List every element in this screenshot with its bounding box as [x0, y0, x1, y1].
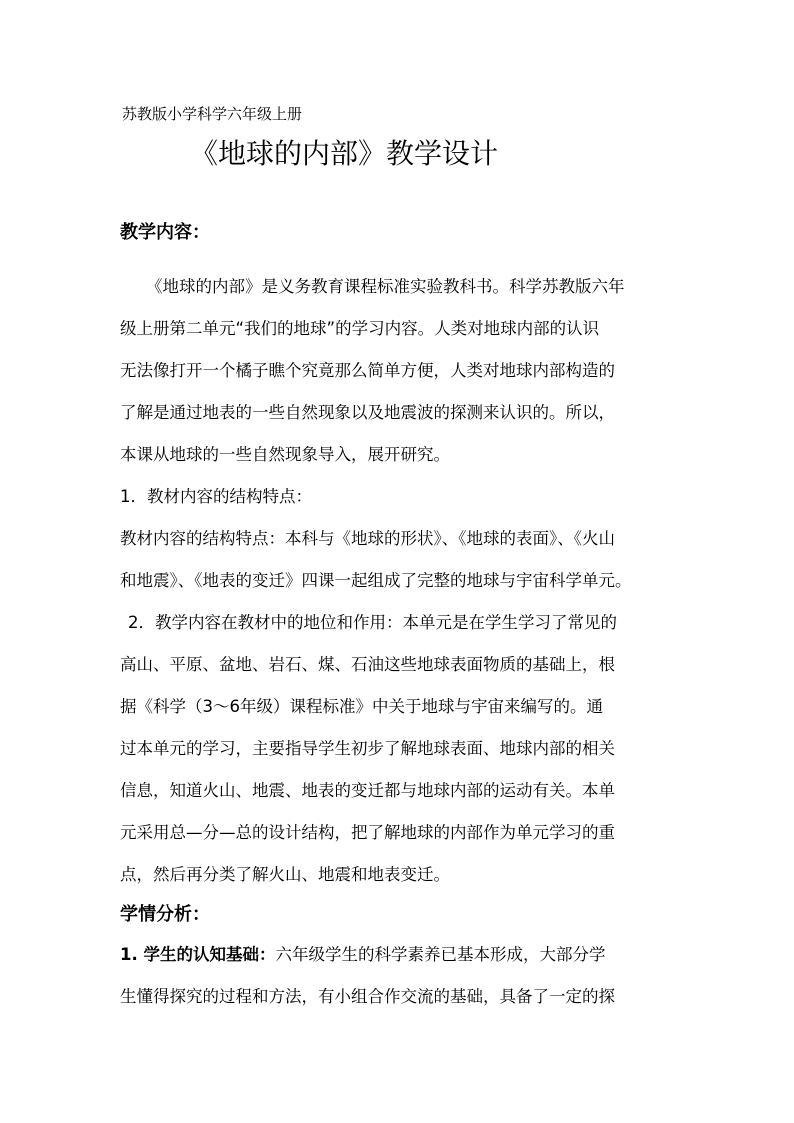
paragraph-line: 级上册第二单元“我们的地球”的学习内容。人类对地球内部的认识	[120, 319, 600, 338]
paragraph-line: 元采用总—分—总的设计结构，把了解地球的内部作为单元学习的重	[120, 823, 615, 842]
paragraph-line: 信息，知道火山、地震、地表的变迁都与地球内部的运动有关。本单	[120, 781, 615, 800]
section-heading-analysis: 学情分析：	[120, 904, 210, 925]
paragraph-line: 教材内容的结构特点：本科与《地球的形状》、《地球的表面》、《火山	[120, 529, 615, 548]
paragraph-line: 和地震》、《地表的变迁》四课一起组成了完整的地球与宇宙科学单元。	[120, 571, 632, 590]
paragraph-line: 生懂得探究的过程和方法，有小组合作交流的基础，具备了一定的探	[120, 987, 615, 1006]
list-item-label: 1. 学生的认知基础：	[120, 945, 276, 964]
paragraph-line: 本课从地球的一些自然现象导入，展开研究。	[120, 445, 450, 464]
paragraph-line: 了解是通过地表的一些自然现象以及地震波的探测来认识的。所以，	[120, 403, 615, 422]
document-subtitle: 苏教版小学科学六年级上册	[122, 105, 303, 123]
section-heading-content: 教学内容：	[120, 222, 210, 243]
document-title: 《地球的内部》教学设计	[190, 137, 499, 170]
paragraph-line: 无法像打开一个橘子瞧个究竟那么简单方便，人类对地球内部构造的	[120, 361, 615, 380]
paragraph-line: 过本单元的学习，主要指导学生初步了解地球表面、地球内部的相关	[120, 739, 615, 758]
paragraph-line: 据《科学（3～6年级）课程标准》中关于地球与宇宙来编写的。通	[120, 697, 603, 716]
paragraph-line: 《地球的内部》是义务教育课程标准实验教科书。科学苏教版六年	[146, 277, 625, 296]
paragraph-line: 2．教学内容在教材中的地位和作用：本单元是在学生学习了常见的	[128, 613, 617, 632]
list-item-title: 1．教材内容的结构特点：	[120, 487, 312, 506]
list-item-text: 六年级学生的科学素养已基本形成，大部分学	[275, 945, 606, 964]
paragraph-line: 高山、平原、盆地、岩石、煤、石油这些地球表面物质的基础上，根	[120, 655, 615, 674]
paragraph-line	[120, 944, 606, 966]
paragraph-line: 点，然后再分类了解火山、地震和地表变迁。	[120, 865, 450, 884]
